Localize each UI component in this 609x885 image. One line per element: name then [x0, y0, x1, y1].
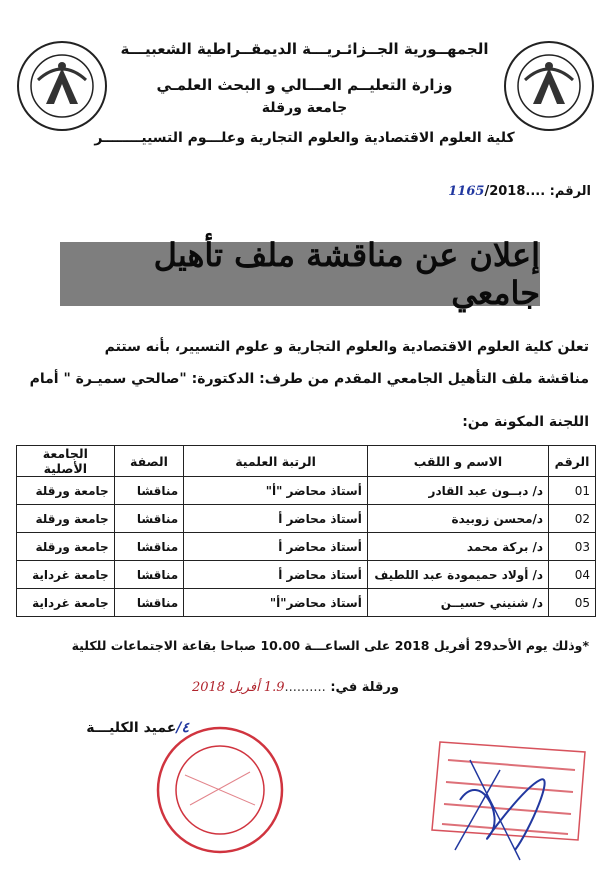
- row-number: 05: [549, 589, 596, 617]
- defense-note: *وذلك يوم الأحد29 أفريل 2018 على الساعـــة 10.00 صباحا بقاعة الاجتماعات للكلية: [71, 638, 589, 653]
- reference-handwritten: 1165: [448, 184, 485, 199]
- dean-label: عميد الكليـــة: [86, 720, 177, 736]
- row-role: مناقشا: [114, 477, 184, 505]
- header-name: الاسم و اللقب: [367, 446, 548, 477]
- row-number: 01: [549, 477, 596, 505]
- row-university: جامعة غرداية: [17, 561, 115, 589]
- row-role: مناقشا: [114, 505, 184, 533]
- row-university: جامعة غرداية: [17, 589, 115, 617]
- row-role: مناقشا: [114, 533, 184, 561]
- row-name: د/محسن زوبيدة: [367, 505, 548, 533]
- row-name: د/ شنيني حسيــن: [367, 589, 548, 617]
- row-rank: أستاذ محاضر"أ": [184, 589, 368, 617]
- banner-title: إعلان عن مناقشة ملف تأهيل جامعي: [153, 236, 540, 312]
- stamps-and-signature: [0, 725, 609, 885]
- row-university: جامعة ورقلة: [17, 533, 115, 561]
- row-role: مناقشا: [114, 589, 184, 617]
- row-rank: أستاذ محاضر "أ": [184, 477, 368, 505]
- dean-mark: ٤/: [176, 720, 189, 736]
- ministry-title: وزارة التعليــم العـــالي و البحث العلمـي: [156, 76, 453, 94]
- header-university: الجامعة الأصلية: [17, 446, 115, 477]
- table-header-row: [17, 446, 596, 477]
- republic-title: الجمهــورية الجــزائـريـــة الديمقــراطية الشعبيـــة: [120, 40, 489, 58]
- table-row: [17, 505, 596, 533]
- university-title: جامعة ورقلة: [261, 100, 348, 116]
- row-name: د/ أولاد حميمودة عبد اللطيف: [367, 561, 548, 589]
- row-rank: أستاذ محاضر أ: [184, 561, 368, 589]
- row-role: مناقشا: [114, 561, 184, 589]
- body-line-1: تعلن كلية العلوم الاقتصادية والعلوم التجارية و علوم التسيير، بأنه ستتم: [104, 339, 589, 355]
- row-number: 03: [549, 533, 596, 561]
- row-name: د/ دبــون عبد القادر: [367, 477, 548, 505]
- table-row: [17, 561, 596, 589]
- place-date-handwritten: 1.9 أفريل 2018: [191, 680, 285, 695]
- row-university: جامعة ورقلة: [17, 505, 115, 533]
- place-dots: ..........: [284, 680, 326, 695]
- place-label: ورقلة في:: [325, 680, 399, 695]
- row-rank: أستاذ محاضر أ: [184, 505, 368, 533]
- body-line-3: اللجنة المكونة من:: [462, 414, 589, 430]
- header-number: الرقم: [549, 446, 596, 477]
- body-line-2: مناقشة ملف التأهيل الجامعي المقدم من طرف: الدكتورة: "صالحي سميـرة " أمام: [29, 371, 589, 387]
- header-role: الصفة: [114, 446, 184, 477]
- reference-label: الرقم: ....: [525, 184, 591, 199]
- round-stamp: [158, 728, 282, 852]
- row-name: د/ بركة محمد: [367, 533, 548, 561]
- row-number: 04: [549, 561, 596, 589]
- reference-year: /2018: [484, 184, 526, 199]
- header-rank: الرتبة العلمية: [184, 446, 368, 477]
- table-row: [17, 589, 596, 617]
- announcement-banner: [60, 236, 540, 312]
- table-row: [17, 533, 596, 561]
- rectangular-stamp: [432, 742, 585, 840]
- row-university: جامعة ورقلة: [17, 477, 115, 505]
- committee-table: [16, 445, 596, 617]
- reference-number: [448, 184, 591, 199]
- row-rank: أستاذ محاضر أ: [184, 533, 368, 561]
- table-row: [17, 477, 596, 505]
- row-number: 02: [549, 505, 596, 533]
- place-date: [192, 680, 399, 695]
- faculty-title: كلية العلوم الاقتصادية والعلوم التجارية وعلـــوم التسييــــــــر: [94, 130, 515, 146]
